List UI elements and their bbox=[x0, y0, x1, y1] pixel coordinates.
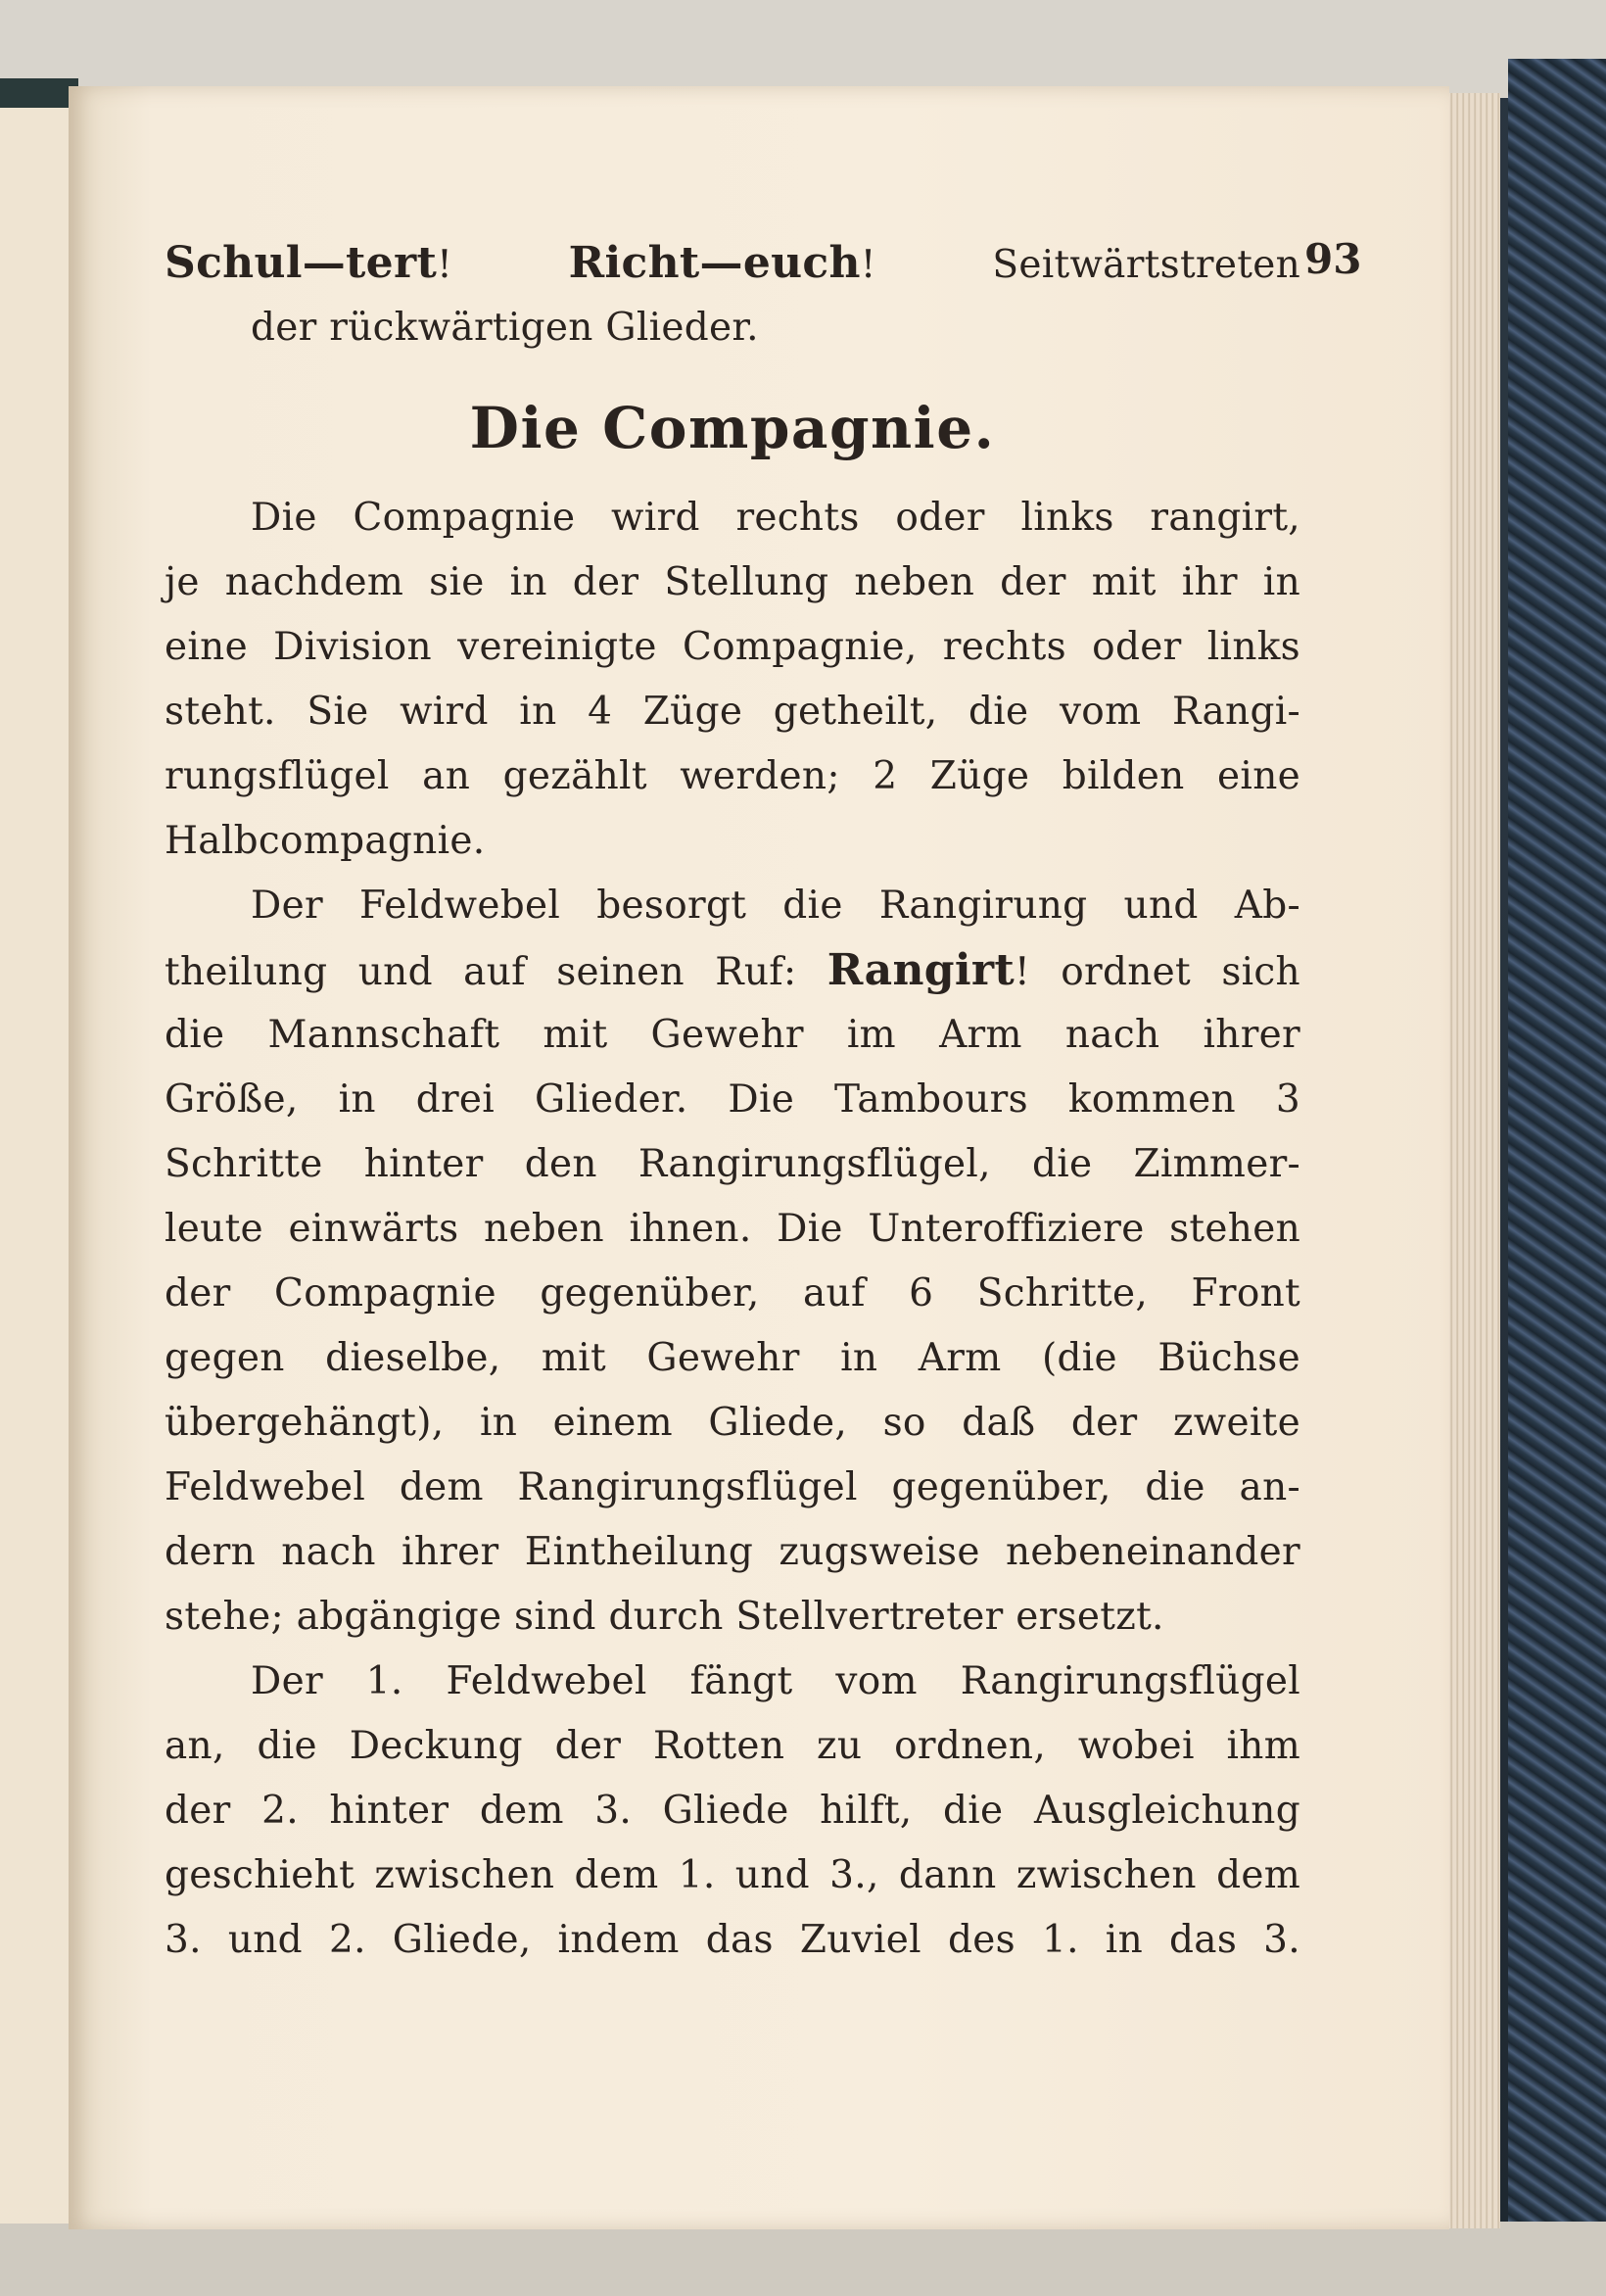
text-line: der Compagnie gegenüber, auf 6 Schritte, Front bbox=[165, 1271, 1300, 1315]
text-line: dern nach ihrer Eintheilung zugsweise nebeneinander bbox=[165, 1530, 1300, 1574]
page-number: 93 bbox=[1304, 235, 1362, 283]
text-line: gegen dieselbe, mit Gewehr in Arm (die Büchse bbox=[165, 1336, 1300, 1380]
command-richteuch: Richt—euch bbox=[568, 238, 861, 288]
text-line: je nachdem sie in der Stellung neben der mit ihr in bbox=[165, 560, 1300, 604]
cover-top-edge bbox=[0, 0, 1606, 98]
text-segment: theilung und auf seinen Ruf: bbox=[165, 950, 827, 994]
text-line: 3. und 2. Gliede, indem das Zuviel des 1. in das 3. bbox=[165, 1918, 1300, 1962]
text-line: stehe; abgängige sind durch Stellvertreter ersetzt. bbox=[165, 1595, 1164, 1639]
command-rangirt: Rangirt bbox=[827, 945, 1015, 995]
page-edges bbox=[1441, 93, 1500, 2228]
text-line: steht. Sie wird in 4 Züge getheilt, die vom Rangi- bbox=[165, 690, 1300, 734]
text-line: eine Division vereinigte Compagnie, rechts oder links bbox=[165, 625, 1300, 669]
separator: ! bbox=[860, 243, 993, 287]
text-line: rungsflügel an gezählt werden; 2 Züge bilden eine bbox=[165, 754, 1300, 798]
text-line: Feldwebel dem Rangirungsflügel gegenüber, die an- bbox=[165, 1465, 1300, 1509]
text-line: Schritte hinter den Rangirungsflügel, die Zimmer- bbox=[165, 1142, 1300, 1186]
opening-rest: Seitwärtstreten bbox=[992, 243, 1301, 287]
cover-right-marbled bbox=[1508, 59, 1606, 2233]
opening-line-1 bbox=[165, 231, 1300, 296]
text-line: Der Feldwebel besorgt die Rangirung und Ab- bbox=[251, 884, 1300, 928]
command-schultert: Schul—tert bbox=[165, 238, 438, 288]
text-line bbox=[165, 938, 1300, 1003]
text-line: der 2. hinter dem 3. Gliede hilft, die Ausgleichung bbox=[165, 1789, 1300, 1833]
cover-bottom-edge bbox=[0, 2222, 1606, 2296]
page-text bbox=[165, 231, 1300, 1973]
text-line: an, die Deckung der Rotten zu ordnen, wobei ihm bbox=[165, 1724, 1300, 1768]
text-line: leute einwärts neben ihnen. Die Unteroffiziere stehen bbox=[165, 1207, 1300, 1251]
text-line: geschieht zwischen dem 1. und 3., dann zwischen dem bbox=[165, 1853, 1300, 1897]
text-line: die Mannschaft mit Gewehr im Arm nach ihrer bbox=[165, 1013, 1300, 1057]
text-line: übergehängt), in einem Gliede, so daß der zweite bbox=[165, 1401, 1300, 1445]
text-line: Halbcompagnie. bbox=[165, 819, 486, 863]
text-line: Die Compagnie wird rechts oder links rangirt, bbox=[251, 496, 1300, 540]
section-heading: Die Compagnie. bbox=[469, 395, 996, 461]
facing-page bbox=[0, 108, 71, 2224]
text-line: Größe, in drei Glieder. Die Tambours kommen 3 bbox=[165, 1077, 1300, 1122]
separator: ! bbox=[437, 243, 569, 287]
text-segment: ! ordnet sich bbox=[1014, 950, 1300, 994]
text-line: Der 1. Feldwebel fängt vom Rangirungsflügel bbox=[251, 1659, 1300, 1703]
opening-line-2: der rückwärtigen Glieder. bbox=[251, 306, 759, 350]
